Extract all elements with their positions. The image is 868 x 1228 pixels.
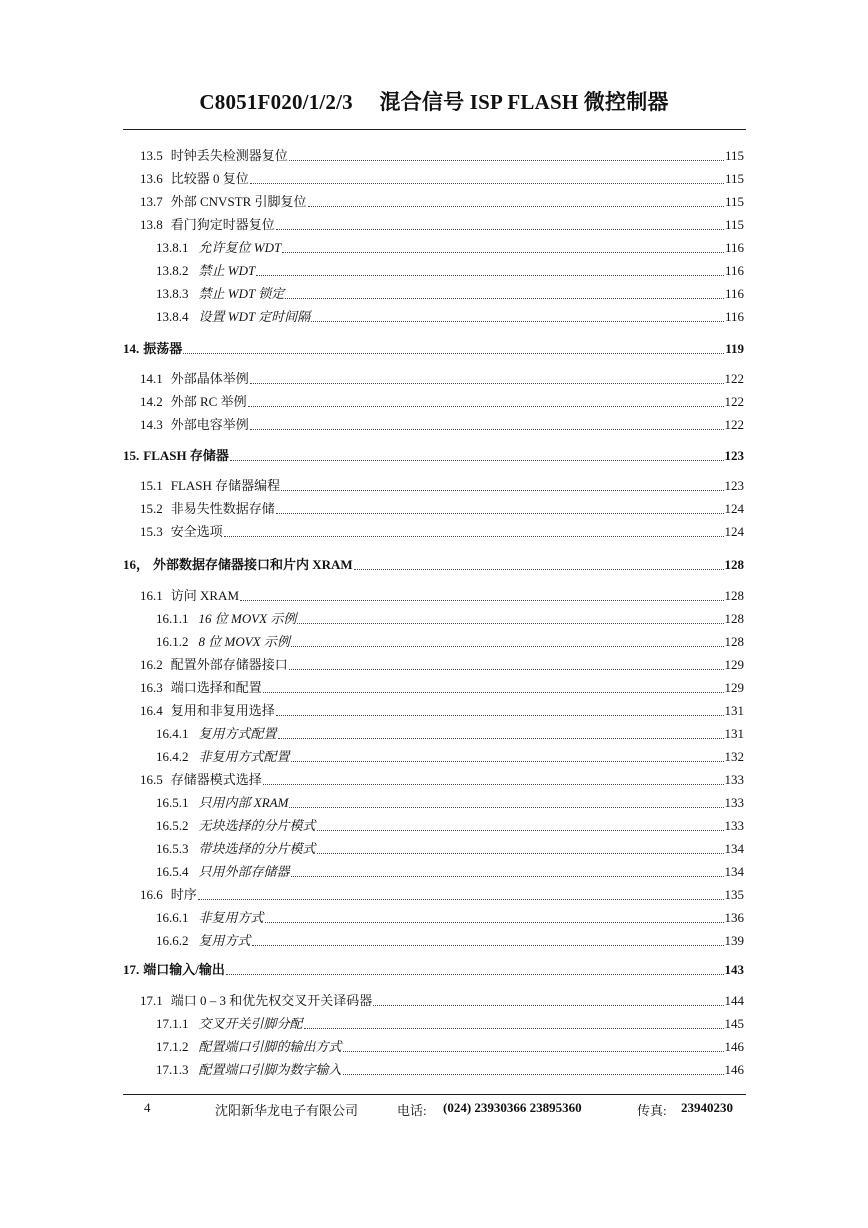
toc-entry[interactable]: [140, 146, 744, 164]
toc-entry-page: 146: [724, 1039, 744, 1054]
toc-entry-title: 非易失性数据存储: [170, 501, 275, 516]
toc-entry[interactable]: [156, 1037, 744, 1055]
toc-entry[interactable]: [156, 908, 744, 926]
toc-entry-page: 131: [724, 703, 744, 718]
toc-entry-page: 124: [724, 524, 744, 539]
toc-entry-title: 交叉开关引脚分配: [198, 1016, 303, 1031]
toc-dot-leader: [373, 1005, 723, 1006]
toc-entry-title: 外部数据存储器接口和片内 XRAM: [153, 557, 353, 572]
toc-chapter-entry[interactable]: [123, 446, 744, 464]
toc-entry[interactable]: [140, 476, 744, 494]
toc-entry-number: 17.1.2: [156, 1039, 189, 1054]
toc-dot-leader: [289, 807, 723, 808]
toc-entry-page: 133: [724, 818, 744, 833]
toc-entry[interactable]: [156, 307, 744, 325]
toc-entry-page: 135: [724, 887, 744, 902]
toc-entry[interactable]: [156, 261, 744, 279]
toc-entry-title: FLASH 存储器: [143, 448, 229, 463]
toc-entry-number: 17.1.1: [156, 1016, 189, 1031]
toc-entry-title: 外部 CNVSTR 引脚复位: [170, 194, 307, 209]
toc-entry-title: 访问 XRAM: [170, 588, 240, 603]
toc-entry-page: 122: [724, 417, 744, 432]
toc-entry-page: 124: [724, 501, 744, 516]
toc-entry[interactable]: [140, 499, 744, 517]
toc-entry[interactable]: [156, 1014, 744, 1032]
toc-entry-title: 时钟丢失检测器复位: [170, 148, 288, 163]
toc-entry-title: 时序: [170, 887, 197, 902]
toc-entry-page: 139: [724, 933, 744, 948]
toc-entry-title: 外部 RC 举例: [170, 394, 247, 409]
toc-entry-page: 115: [724, 171, 744, 186]
toc-entry-title: 配置端口引脚的输出方式: [198, 1039, 342, 1054]
toc-entry[interactable]: [156, 284, 744, 302]
toc-entry-title: 存储器模式选择: [170, 772, 262, 787]
toc-dot-leader: [250, 183, 724, 184]
toc-entry-page: 116: [724, 286, 744, 301]
toc-entry-number: 16.5.4: [156, 864, 189, 879]
toc-entry[interactable]: [156, 609, 744, 627]
toc-dot-leader: [354, 569, 724, 570]
toc-dot-leader: [304, 1028, 724, 1029]
toc-entry[interactable]: [140, 701, 744, 719]
toc-entry-number: 16.1.1: [156, 611, 189, 626]
toc-entry[interactable]: [140, 655, 744, 673]
toc-entry-page: 145: [724, 1016, 744, 1031]
toc-entry[interactable]: [156, 724, 744, 742]
toc-dot-leader: [263, 784, 724, 785]
footer-page-number: 4: [144, 1100, 151, 1115]
toc-dot-leader: [289, 160, 724, 161]
toc-entry[interactable]: [140, 392, 744, 410]
toc-entry[interactable]: [140, 215, 744, 233]
footer-phone-label: 电话:: [397, 1103, 427, 1118]
toc-entry-number: 16.2: [140, 657, 163, 672]
toc-dot-leader: [276, 513, 724, 514]
toc-dot-leader: [297, 623, 723, 624]
toc-entry-number: 16.6: [140, 887, 163, 902]
footer-rule: [123, 1094, 746, 1095]
toc-dot-leader: [343, 1074, 724, 1075]
toc-dot-leader: [226, 974, 724, 975]
toc-entry-number: 13.8.2: [156, 263, 189, 278]
toc-chapter-entry[interactable]: [123, 339, 744, 357]
toc-entry-number: 13.8: [140, 217, 163, 232]
toc-entry[interactable]: [140, 885, 744, 903]
toc-entry-page: 132: [724, 749, 744, 764]
toc-entry-title: 端口选择和配置: [170, 680, 262, 695]
toc-entry-number: 17.: [123, 962, 140, 977]
toc-entry-number: 14.1: [140, 371, 163, 386]
toc-entry-page: 144: [724, 993, 744, 1008]
toc-entry[interactable]: [156, 931, 744, 949]
toc-entry[interactable]: [156, 632, 744, 650]
toc-entry-number: 13.8.1: [156, 240, 189, 255]
toc-entry[interactable]: [156, 747, 744, 765]
toc-entry-page: 116: [724, 240, 744, 255]
toc-entry-number: 13.6: [140, 171, 163, 186]
toc-entry[interactable]: [140, 522, 744, 540]
toc-dot-leader: [317, 853, 724, 854]
toc-entry-title: 配置外部存储器接口: [170, 657, 288, 672]
toc-entry-title: 安全选项: [170, 524, 223, 539]
toc-entry[interactable]: [140, 415, 744, 433]
toc-dot-leader: [263, 692, 724, 693]
toc-dot-leader: [289, 669, 724, 670]
toc-entry-number: 15.3: [140, 524, 163, 539]
toc-entry-page: 136: [724, 910, 744, 925]
toc-entry-page: 119: [725, 341, 744, 356]
toc-entry-page: 143: [724, 962, 744, 977]
toc-entry-number: 16.1.2: [156, 634, 189, 649]
toc-entry-number: 17.1: [140, 993, 163, 1008]
toc-entry[interactable]: [140, 991, 744, 1009]
toc-entry[interactable]: [140, 169, 744, 187]
toc-entry[interactable]: [156, 793, 744, 811]
toc-entry-title: 外部电容举例: [170, 417, 249, 432]
toc-entry-title: 复用和非复用选择: [170, 703, 275, 718]
toc-entry-page: 123: [724, 478, 744, 493]
toc-entry-title: 配置端口引脚为数字输入: [198, 1062, 342, 1077]
toc-dot-leader: [250, 429, 724, 430]
footer-phone: (024) 23930366 23895360: [443, 1100, 582, 1115]
toc-entry-title: 只用内部 XRAM: [198, 795, 289, 810]
toc-entry-page: 115: [724, 194, 744, 209]
toc-chapter-entry[interactable]: [123, 960, 744, 978]
toc-entry-page: 129: [724, 680, 744, 695]
toc-entry-title: 16 位 MOVX 示例: [198, 611, 297, 626]
toc-entry-number: 16.3: [140, 680, 163, 695]
toc-entry-page: 134: [724, 864, 744, 879]
toc-entry-number: 14.3: [140, 417, 163, 432]
toc-entry-title: 端口 0 – 3 和优先权交叉开关译码器: [170, 993, 373, 1008]
toc-dot-leader: [285, 298, 724, 299]
toc-entry-page: 115: [724, 217, 744, 232]
toc-entry-title: 禁止 WDT: [198, 263, 256, 278]
toc-entry-page: 128: [724, 634, 744, 649]
toc-dot-leader: [240, 600, 723, 601]
toc-entry-title: 看门狗定时器复位: [170, 217, 275, 232]
toc-entry-number: 13.8.4: [156, 309, 189, 324]
toc-entry-number: 16.5.1: [156, 795, 189, 810]
toc-dot-leader: [281, 490, 723, 491]
toc-entry-number: 17.1.3: [156, 1062, 189, 1077]
toc-entry-title: 禁止 WDT 锁定: [198, 286, 285, 301]
toc-entry-number: 13.5: [140, 148, 163, 163]
toc-entry-number: 16.5.3: [156, 841, 189, 856]
footer-fax-label: 传真:: [637, 1103, 667, 1118]
toc-entry-title: 带块选择的分片模式: [198, 841, 316, 856]
toc-entry-number: 16.4.2: [156, 749, 189, 764]
toc-entry-title: 外部晶体举例: [170, 371, 249, 386]
toc-entry-title: 比较器 0 复位: [170, 171, 249, 186]
toc-entry-page: 116: [724, 263, 744, 278]
toc-dot-leader: [248, 406, 724, 407]
toc-dot-leader: [278, 738, 724, 739]
toc-entry-page: 115: [724, 148, 744, 163]
toc-dot-leader: [256, 275, 724, 276]
page-footer: [0, 1100, 868, 1120]
toc-entry[interactable]: [156, 816, 744, 834]
toc-entry-page: 128: [724, 588, 744, 603]
toc-dot-leader: [282, 252, 724, 253]
toc-entry[interactable]: [156, 238, 744, 256]
toc-dot-leader: [291, 761, 724, 762]
toc-entry-page: 116: [724, 309, 744, 324]
toc-entry[interactable]: [156, 839, 744, 857]
toc-entry-title: FLASH 存储器编程: [170, 478, 281, 493]
toc-dot-leader: [311, 321, 724, 322]
toc-entry[interactable]: [140, 192, 744, 210]
toc-entry-title: 只用外部存储器: [198, 864, 290, 879]
toc-entry-title: 设置 WDT 定时间隔: [198, 309, 311, 324]
toc-entry-page: 134: [724, 841, 744, 856]
toc-entry[interactable]: [140, 586, 744, 604]
toc-dot-leader: [183, 353, 724, 354]
toc-entry[interactable]: [140, 678, 744, 696]
toc-entry-page: 123: [724, 448, 744, 463]
toc-dot-leader: [276, 715, 724, 716]
toc-entry-number: 16.4.1: [156, 726, 189, 741]
toc-entry-number: 14.2: [140, 394, 163, 409]
toc-entry-number: 13.7: [140, 194, 163, 209]
toc-dot-leader: [224, 536, 724, 537]
toc-entry-number: 15.: [123, 448, 140, 463]
toc-dot-leader: [230, 460, 724, 461]
toc-entry-page: 122: [724, 371, 744, 386]
footer-fax: 23940230: [681, 1100, 733, 1115]
toc-entry-title: 复用方式配置: [198, 726, 277, 741]
toc-dot-leader: [250, 383, 724, 384]
toc-entry[interactable]: [140, 369, 744, 387]
toc-entry-number: 16.1: [140, 588, 163, 603]
toc-entry-page: 146: [724, 1062, 744, 1077]
page-header-title: C8051F020/1/2/3 混合信号 ISP FLASH 微控制器: [199, 90, 669, 114]
toc-entry-title: 非复用方式: [198, 910, 264, 925]
toc-entry-page: 129: [724, 657, 744, 672]
toc-dot-leader: [252, 945, 724, 946]
toc-entry-number: 13.8.3: [156, 286, 189, 301]
toc-dot-leader: [265, 922, 724, 923]
toc-entry-number: 16.5: [140, 772, 163, 787]
toc-entry-number: 15.2: [140, 501, 163, 516]
toc-entry[interactable]: [140, 770, 744, 788]
toc-entry-title: 振荡器: [143, 341, 183, 356]
toc-entry-page: 131: [724, 726, 744, 741]
toc-dot-leader: [291, 646, 724, 647]
toc-entry[interactable]: [156, 1060, 744, 1078]
toc-entry-number: 16.4: [140, 703, 163, 718]
toc-entry-number: 16.6.1: [156, 910, 189, 925]
toc-entry-title: 无块选择的分片模式: [198, 818, 316, 833]
toc-dot-leader: [291, 876, 724, 877]
toc-entry-number: 14.: [123, 341, 140, 356]
toc-chapter-entry[interactable]: [123, 555, 744, 573]
toc-entry-page: 122: [724, 394, 744, 409]
toc-entry-number: 16，: [123, 557, 150, 572]
toc-dot-leader: [343, 1051, 724, 1052]
toc-entry-number: 15.1: [140, 478, 163, 493]
toc-entry-page: 128: [724, 557, 744, 572]
toc-dot-leader: [308, 206, 724, 207]
toc-dot-leader: [276, 229, 724, 230]
toc-entry-number: 16.6.2: [156, 933, 189, 948]
toc-entry-title: 复用方式: [198, 933, 251, 948]
toc-dot-leader: [317, 830, 724, 831]
footer-company: 沈阳新华龙电子有限公司: [215, 1103, 359, 1118]
toc-entry-title: 8 位 MOVX 示例: [198, 634, 290, 649]
toc-entry[interactable]: [156, 862, 744, 880]
toc-entry-page: 133: [724, 795, 744, 810]
toc-dot-leader: [198, 899, 724, 900]
toc-entry-title: 允许复位 WDT: [198, 240, 282, 255]
toc-entry-page: 128: [724, 611, 744, 626]
toc-entry-number: 16.5.2: [156, 818, 189, 833]
toc-entry-title: 非复用方式配置: [198, 749, 290, 764]
toc-entry-page: 133: [724, 772, 744, 787]
toc-entry-title: 端口输入/输出: [143, 962, 225, 977]
